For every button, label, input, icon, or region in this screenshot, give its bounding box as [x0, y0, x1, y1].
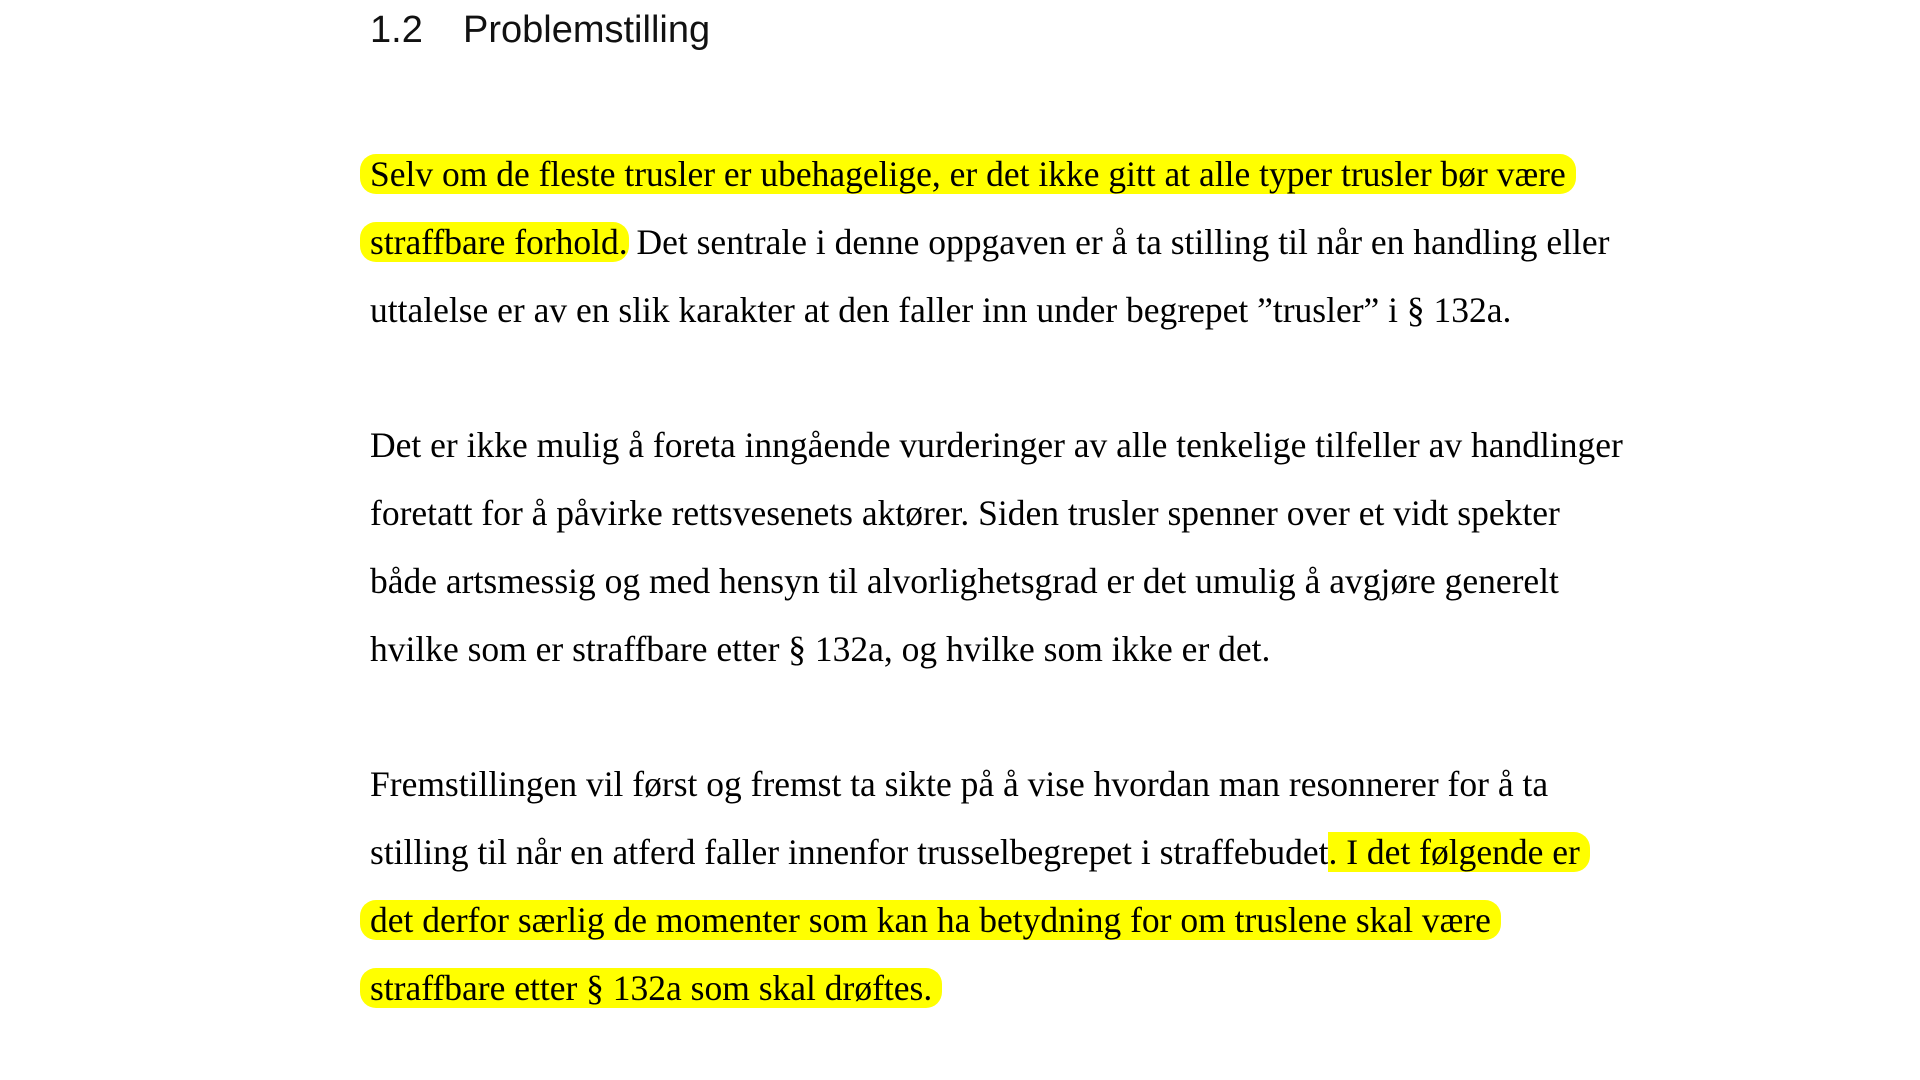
section-number: 1.2	[370, 9, 423, 51]
body-text: Fremstillingen vil først og fremst ta sikte på å vise hvordan man resonnerer for å ta	[370, 764, 1549, 804]
paragraph-2-line-2	[370, 490, 1560, 536]
paragraph-1-line-1	[370, 151, 1566, 197]
body-text: uttalelse er av en slik karakter at den faller inn under begrepet ”trusler” i § 132a.	[370, 290, 1512, 330]
highlighted-text: straffbare etter § 132a som skal drøftes.	[360, 968, 942, 1008]
section-heading	[370, 6, 710, 54]
highlighted-text: . I det følgende er	[1328, 832, 1589, 872]
highlighted-text: det derfor særlig de momenter som kan ha betydning for om truslene skal være	[360, 900, 1501, 940]
highlighted-text: straffbare forhold	[360, 222, 629, 262]
body-text: Det er ikke mulig å foreta inngående vurderinger av alle tenkelige tilfeller av handlinger	[370, 425, 1623, 465]
paragraph-3-line-1	[370, 761, 1548, 807]
paragraph-1-line-3	[370, 287, 1511, 333]
body-text: stilling til når en atferd faller innenfor trusselbegrepet i straffebudet	[370, 832, 1329, 872]
paragraph-1-line-2	[370, 219, 1609, 265]
body-text: . Det sentrale i denne oppgaven er å ta stilling til når en handling eller	[618, 222, 1610, 262]
paragraph-2-line-1	[370, 422, 1623, 468]
section-title: Problemstilling	[463, 9, 711, 51]
body-text: foretatt for å påvirke rettsvesenets aktører. Siden trusler spenner over et vidt spekter	[370, 493, 1560, 533]
paragraph-3-line-4	[370, 965, 932, 1011]
body-text: både artsmessig og med hensyn til alvorlighetsgrad er det umulig å avgjøre generelt	[370, 561, 1559, 601]
paragraph-2-line-4	[370, 626, 1270, 672]
paragraph-3-line-2	[370, 829, 1580, 875]
paragraph-2-line-3	[370, 558, 1559, 604]
highlighted-text: Selv om de fleste trusler er ubehagelige, er det ikke gitt at alle typer trusler bør være	[360, 154, 1576, 194]
body-text: hvilke som er straffbare etter § 132a, og hvilke som ikke er det.	[370, 629, 1271, 669]
paragraph-3-line-3	[370, 897, 1491, 943]
